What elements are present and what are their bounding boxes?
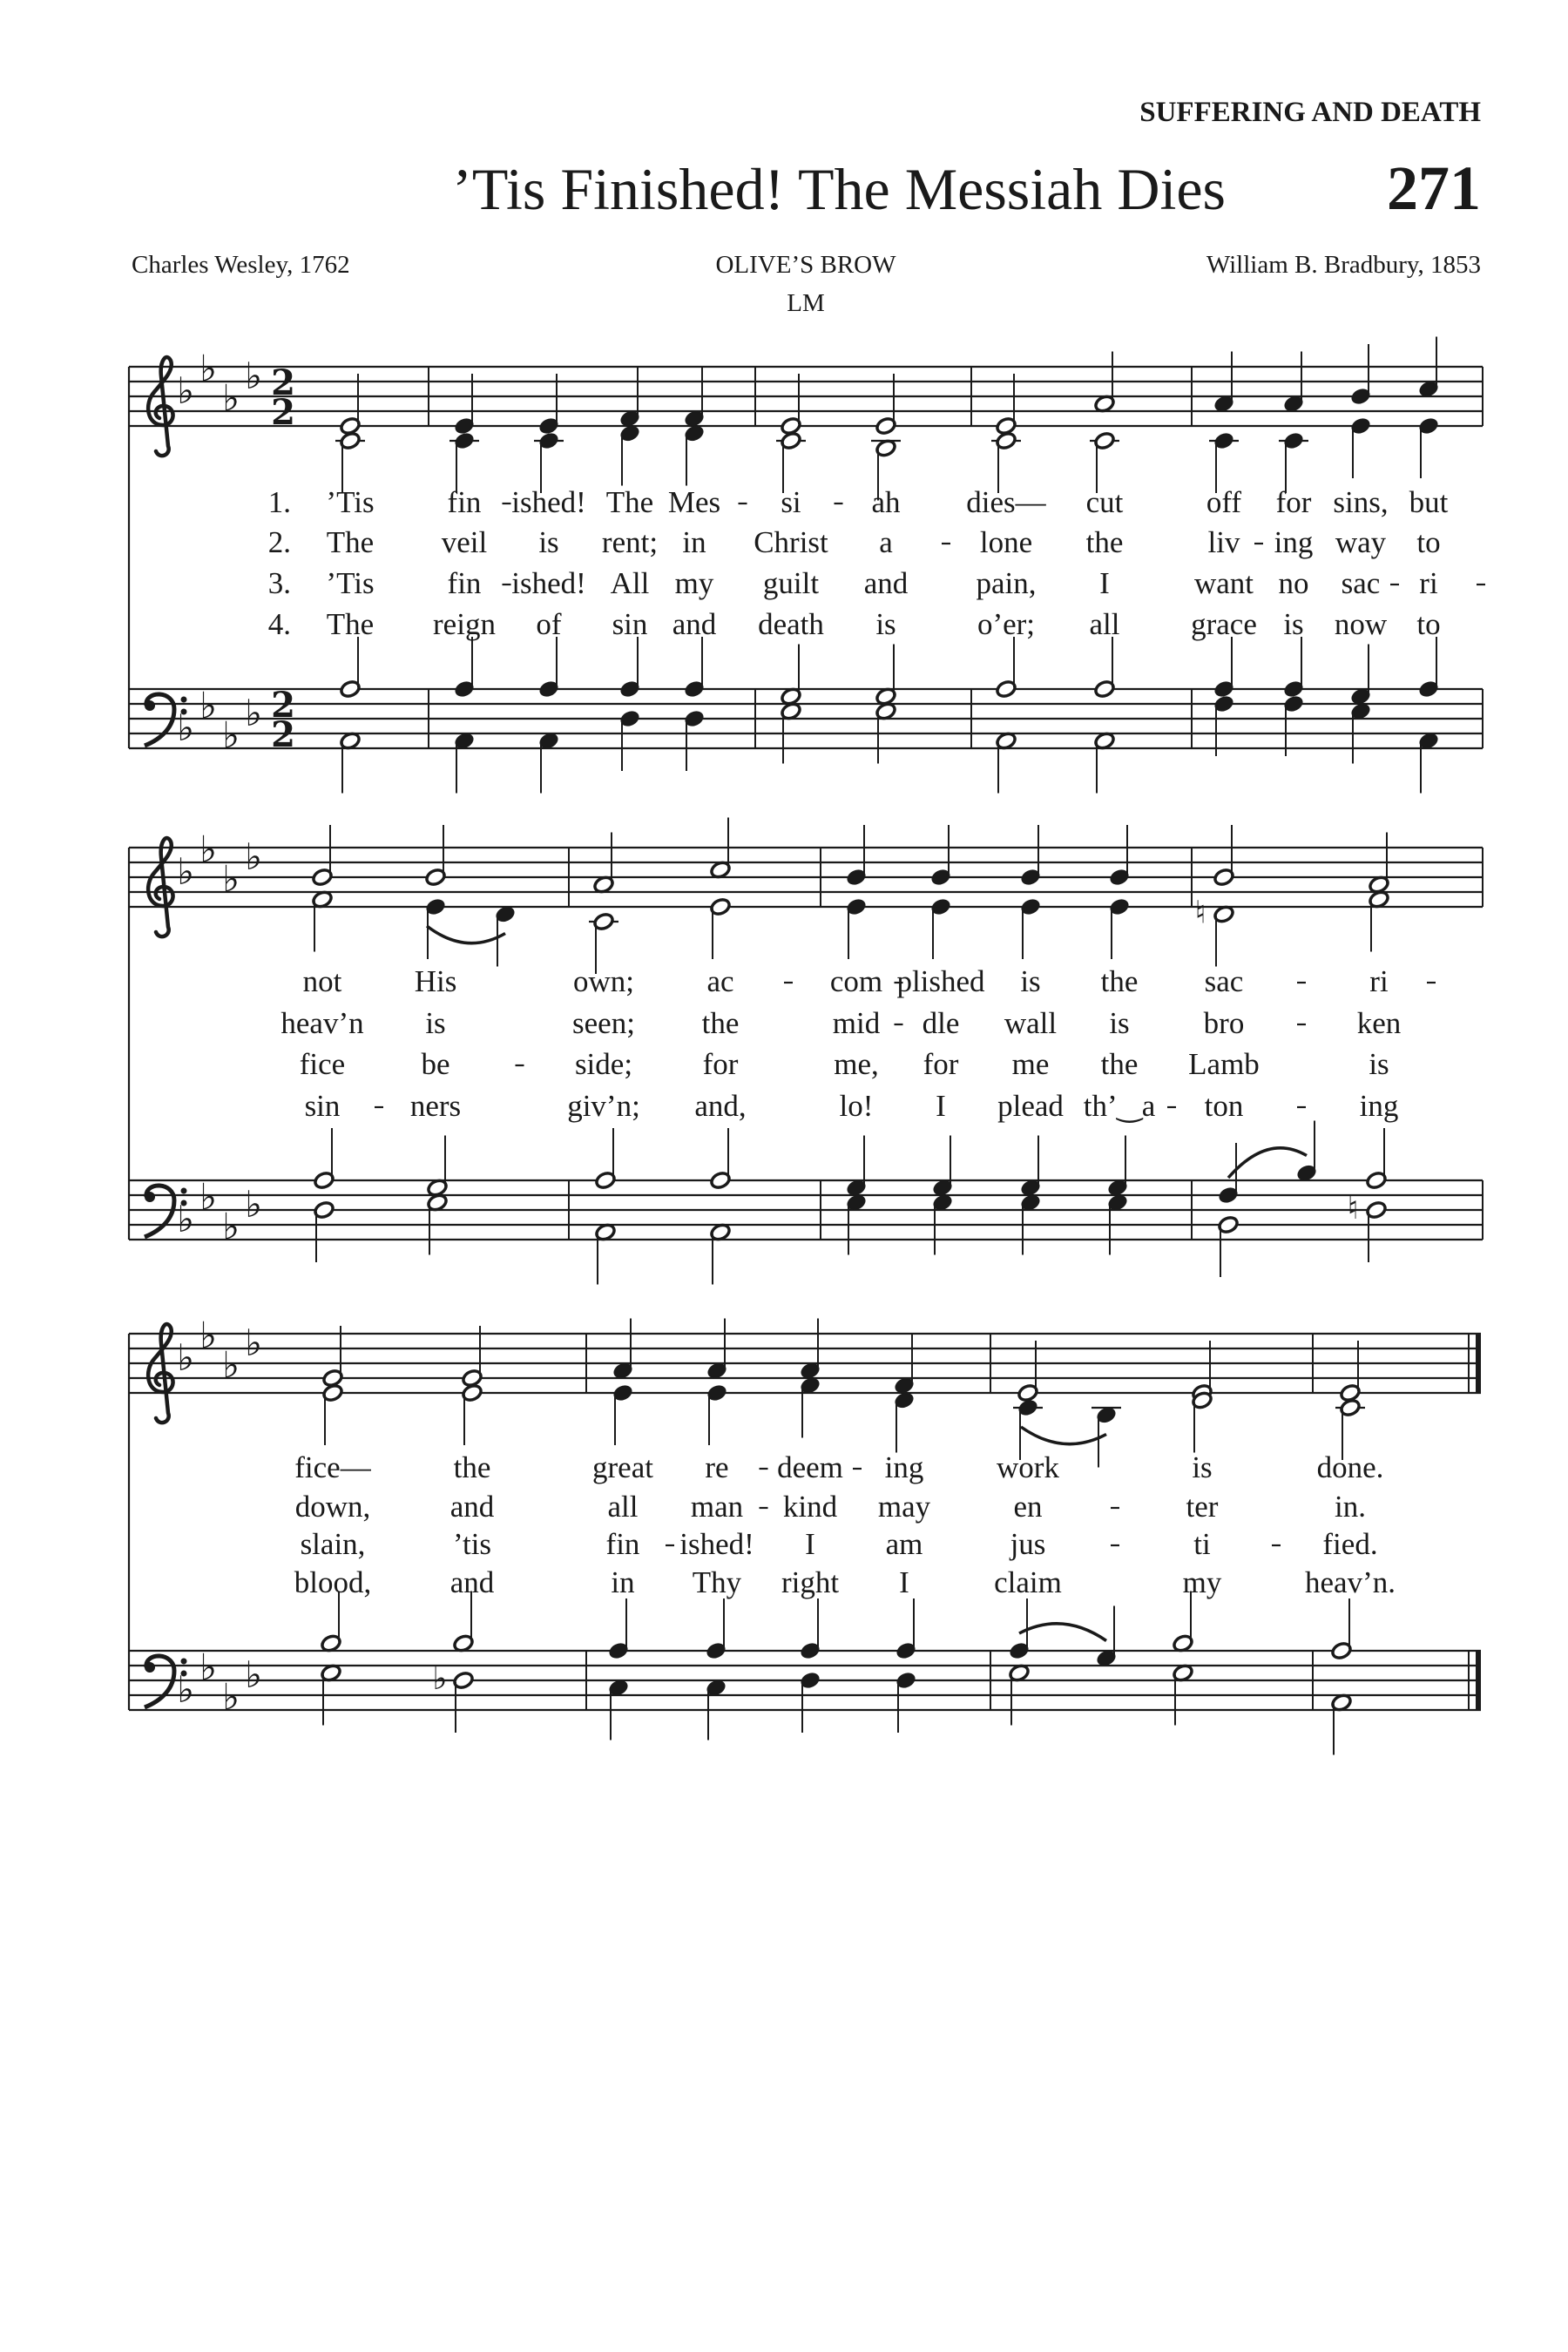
natural-icon: ♮	[1347, 1191, 1359, 1227]
lyric-syllable: fice	[299, 1047, 346, 1081]
lyric-syllable: not	[302, 964, 342, 998]
lyric-syllable: down,	[294, 1490, 371, 1524]
music-notation	[129, 337, 1485, 1755]
lyric-syllable: for	[1275, 485, 1312, 519]
lyric-syllable: mid	[832, 1006, 881, 1040]
lyric-syllable: fin	[447, 566, 482, 600]
lyric-syllable: ’tis	[452, 1527, 492, 1561]
natural-icon: ♮	[1194, 895, 1206, 931]
lyric-syllable: the	[701, 1006, 740, 1040]
lyric-syllable: is	[1192, 1450, 1213, 1484]
bass-clef-dot	[145, 1192, 155, 1202]
lyric-syllable: fin	[605, 1527, 640, 1561]
lyric-syllable: ’Tis	[326, 566, 375, 600]
lyric-syllable: done.	[1316, 1450, 1384, 1484]
slur	[1019, 1624, 1106, 1641]
lyric-syllable: to	[1416, 525, 1441, 559]
lyric-syllable: The	[605, 485, 654, 519]
flat-icon: ♭	[177, 850, 194, 893]
flat-icon: ♭	[177, 706, 194, 749]
lyric-syllable: Thy	[692, 1565, 742, 1599]
lyric-syllable: bro	[1203, 1006, 1245, 1040]
flat-icon: ♭	[222, 857, 240, 901]
flat-icon: ♭	[245, 1653, 262, 1696]
lyric-syllable: in.	[1335, 1490, 1366, 1524]
lyric-syllable: si	[781, 485, 801, 519]
lyric-syllable: ing	[1359, 1089, 1399, 1123]
lyric-syllable: the	[453, 1450, 491, 1484]
lyric-syllable: great	[592, 1450, 653, 1484]
lyric-syllable: The	[326, 607, 375, 641]
lyric-syllable: lo!	[839, 1089, 874, 1123]
lyric-syllable: ished!	[679, 1527, 754, 1561]
lyric-syllable: am	[885, 1527, 923, 1561]
words-credit: Charles Wesley, 1762	[132, 251, 350, 279]
lyric-syllable: rent;	[601, 525, 659, 559]
lyric-syllable: Mes	[667, 485, 721, 519]
lyric-syllable: and	[672, 607, 717, 641]
lyric-syllable: plead	[997, 1089, 1064, 1123]
flat-icon: ♭	[199, 347, 217, 390]
lyric-syllable: heav’n	[280, 1006, 364, 1040]
lyric-syllable: off	[1206, 485, 1242, 519]
bass-clef-dot	[145, 700, 155, 711]
verse-number: 2.	[267, 525, 291, 559]
lyric-syllable: my	[674, 566, 714, 600]
lyric-syllable: ti	[1193, 1527, 1211, 1561]
lyric-syllable: dies—	[966, 485, 1046, 519]
music-credit: William B. Bradbury, 1853	[1206, 251, 1481, 279]
lyric-syllable: ing	[884, 1450, 924, 1484]
verse-number: 1.	[267, 485, 291, 519]
flat-icon: ♭	[177, 1336, 194, 1379]
lyric-syllable: ished!	[511, 485, 586, 519]
lyric-syllable: I	[899, 1565, 909, 1599]
lyric-syllable: kind	[782, 1490, 838, 1524]
time-signature-bottom: 2	[271, 714, 295, 755]
lyric-syllable: may	[877, 1490, 931, 1524]
lyric-syllable: want	[1193, 566, 1254, 600]
flat-icon: ♭	[177, 369, 194, 412]
lyric-syllable: in	[682, 525, 706, 559]
flat-icon: ♭	[177, 1198, 194, 1240]
hymn-title: ’Tis Finished! The Messiah Dies	[452, 156, 1226, 222]
lyric-syllable: be	[421, 1047, 450, 1081]
lyric-syllable: ’Tis	[326, 485, 375, 519]
flat-icon: ♭	[222, 713, 240, 757]
lyric-syllable: own;	[573, 964, 634, 998]
lyric-syllable: guilt	[762, 566, 820, 600]
lyric-syllable: of	[536, 607, 562, 641]
tune-name: OLIVE’S BROW	[715, 251, 896, 279]
flat-icon: ♭	[222, 1675, 240, 1719]
lyric-syllable: heav’n.	[1305, 1565, 1396, 1599]
lyric-syllable: All	[610, 566, 650, 600]
lyric-syllable: is	[875, 607, 896, 641]
lyric-syllable: now	[1334, 607, 1388, 641]
lyric-syllable: and	[863, 566, 909, 600]
flat-icon: ♭	[222, 1205, 240, 1248]
time-signature-top: 2	[271, 362, 295, 403]
flat-icon: ♭	[222, 1343, 240, 1387]
lyric-syllable: me,	[834, 1047, 879, 1081]
lyric-syllable: and	[449, 1490, 495, 1524]
slur	[1021, 1427, 1106, 1444]
lyric-syllable: for	[923, 1047, 959, 1081]
flat-icon: ♭	[245, 835, 262, 878]
lyric-syllable: is	[1020, 964, 1041, 998]
treble-clef-icon	[148, 838, 172, 936]
lyric-syllable: plished	[896, 964, 985, 998]
lyric-syllable: The	[326, 525, 375, 559]
lyric-syllable: the	[1100, 1047, 1139, 1081]
lyric-syllable: pain,	[976, 566, 1037, 600]
lyric-syllable: sin	[304, 1089, 341, 1123]
flat-icon: ♭	[199, 1646, 217, 1689]
flat-icon: ♭	[245, 1321, 262, 1364]
lyric-syllable: Lamb	[1188, 1047, 1260, 1081]
lyric-syllable: I	[1099, 566, 1110, 600]
flat-icon: ♭	[432, 1661, 448, 1697]
lyric-syllable: in	[611, 1565, 635, 1599]
lyric-syllable: work	[997, 1450, 1059, 1484]
hymn-number: 271	[1387, 153, 1481, 223]
bass-clef-dot	[181, 1659, 187, 1665]
bass-clef-dot	[181, 697, 187, 703]
lyric-syllable: sac	[1204, 964, 1244, 998]
bass-clef-dot	[181, 1188, 187, 1194]
lyric-syllable: wall	[1004, 1006, 1058, 1040]
lyric-syllable: fied.	[1322, 1527, 1378, 1561]
flat-icon: ♭	[199, 684, 217, 727]
lyric-syllable: right	[781, 1565, 840, 1599]
lyric-syllable: for	[702, 1047, 739, 1081]
lyric-syllable: ter	[1186, 1490, 1219, 1524]
lyric-syllable: me	[1011, 1047, 1050, 1081]
lyric-syllable: veil	[441, 525, 488, 559]
lyric-syllable: my	[1182, 1565, 1222, 1599]
flat-icon: ♭	[245, 355, 262, 397]
lyric-syllable: ac	[706, 964, 734, 998]
lyric-syllable: ri	[1419, 566, 1438, 600]
lyric-syllable: reign	[433, 607, 496, 641]
lyric-syllable: com	[829, 964, 883, 998]
lyric-syllable: no	[1278, 566, 1309, 600]
lyric-syllable: all	[607, 1490, 639, 1524]
treble-clef-icon	[148, 1324, 172, 1423]
lyric-syllable: Christ	[754, 525, 828, 559]
lyric-syllable: but	[1409, 485, 1449, 519]
lyric-syllable: re	[705, 1450, 729, 1484]
lyric-syllable: fice—	[294, 1450, 371, 1484]
lyric-syllable: way	[1335, 525, 1387, 559]
flat-icon: ♭	[245, 692, 262, 734]
lyric-syllable: slain,	[300, 1527, 366, 1561]
verse-number: 3.	[267, 566, 291, 600]
lyric-syllable: and,	[694, 1089, 747, 1123]
lyric-syllable: cut	[1085, 485, 1124, 519]
flat-icon: ♭	[245, 1183, 262, 1226]
slur	[1228, 1148, 1307, 1178]
lyric-syllable: sin	[612, 607, 648, 641]
lyric-syllable: ri	[1369, 964, 1389, 998]
treble-clef-icon	[148, 357, 172, 456]
lyric-syllable: to	[1416, 607, 1441, 641]
lyric-syllable: deem	[777, 1450, 843, 1484]
time-signature-top: 2	[271, 685, 295, 726]
lyric-syllable: sac	[1341, 566, 1381, 600]
lyric-syllable: is	[1109, 1006, 1130, 1040]
lyric-syllable: His	[414, 964, 457, 998]
meter: LM	[787, 289, 825, 317]
lyric-syllable: death	[758, 607, 824, 641]
lyric-syllable: a	[879, 525, 893, 559]
lyric-syllable: and	[449, 1565, 495, 1599]
flat-icon: ♭	[222, 376, 240, 420]
lyric-syllable: giv’n;	[567, 1089, 640, 1123]
flat-icon: ♭	[177, 1668, 194, 1711]
lyric-syllable: dle	[922, 1006, 960, 1040]
lyric-syllable: ken	[1356, 1006, 1402, 1040]
lyric-syllable: man	[690, 1490, 744, 1524]
lyric-syllable: I	[936, 1089, 946, 1123]
lyric-syllable: ing	[1274, 525, 1314, 559]
bass-clef-dot	[145, 1662, 155, 1673]
lyric-syllable: the	[1085, 525, 1124, 559]
flat-icon: ♭	[199, 1314, 217, 1357]
lyric-syllable: ah	[871, 485, 901, 519]
lyric-syllable: liv	[1207, 525, 1240, 559]
slur	[427, 926, 505, 943]
lyric-syllable: ton	[1204, 1089, 1244, 1123]
lyric-syllable: all	[1089, 607, 1120, 641]
lyric-syllable: blood,	[294, 1565, 372, 1599]
lyric-syllable: grace	[1191, 607, 1257, 641]
lyric-syllable: jus	[1010, 1527, 1046, 1561]
lyric-syllable: side;	[574, 1047, 633, 1081]
lyric-syllable: is	[1369, 1047, 1389, 1081]
lyric-syllable: is	[425, 1006, 446, 1040]
lyric-syllable: I	[805, 1527, 815, 1561]
flat-icon: ♭	[199, 828, 217, 871]
lyric-syllable: is	[538, 525, 559, 559]
lyric-syllable: sins,	[1333, 485, 1389, 519]
lyric-syllable: ners	[409, 1089, 462, 1123]
lyric-syllable: the	[1100, 964, 1139, 998]
lyric-syllable: fin	[447, 485, 482, 519]
lyric-syllable: ished!	[511, 566, 586, 600]
verse-number: 4.	[267, 607, 291, 641]
lyric-syllable: en	[1013, 1490, 1043, 1524]
lyric-syllable: o’er;	[977, 607, 1036, 641]
lyric-syllable: th’‿a	[1083, 1089, 1156, 1123]
lyric-syllable: claim	[994, 1565, 1062, 1599]
time-signature-bottom: 2	[271, 392, 295, 433]
lyric-syllable: is	[1283, 607, 1304, 641]
section-heading: SUFFERING AND DEATH	[1139, 97, 1481, 128]
flat-icon: ♭	[199, 1175, 217, 1219]
lyric-syllable: lone	[979, 525, 1033, 559]
lyric-syllable: seen;	[572, 1006, 635, 1040]
